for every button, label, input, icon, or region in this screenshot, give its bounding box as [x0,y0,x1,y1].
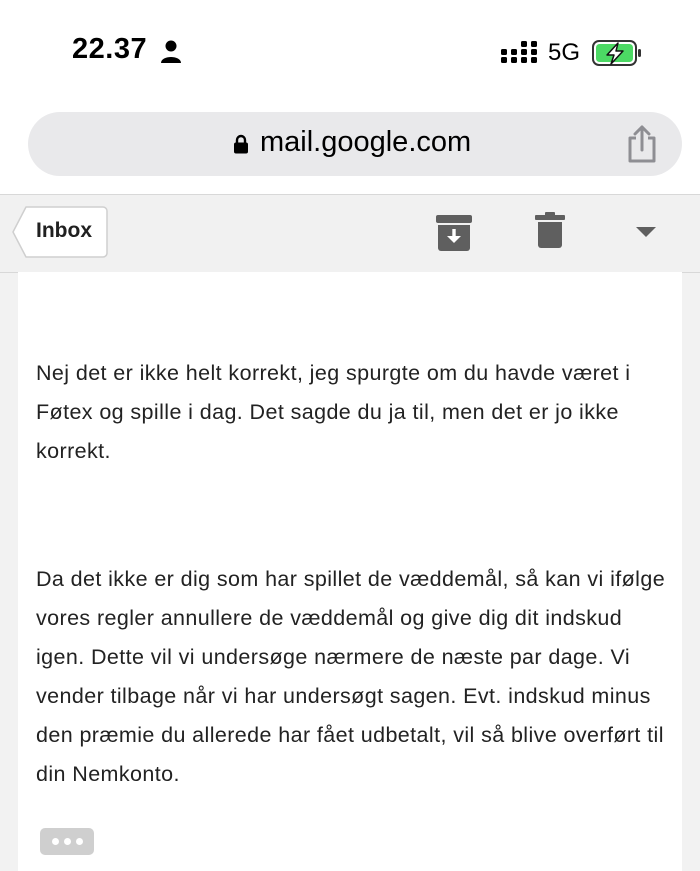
archive-icon[interactable] [436,215,472,251]
ellipsis-dot-icon [64,838,71,845]
battery-icon [592,40,642,66]
ellipsis-dot-icon [76,838,83,845]
inbox-label: Inbox [36,219,92,242]
back-to-inbox-button[interactable] [12,206,108,258]
email-toolbar [0,194,700,273]
share-icon[interactable] [624,124,660,164]
show-trimmed-content-button[interactable] [40,828,94,855]
address-bar[interactable] [28,112,682,176]
trash-icon[interactable] [535,212,565,248]
url-text: mail.google.com [260,126,472,158]
person-icon [160,40,182,64]
ellipsis-dot-icon [52,838,59,845]
status-time: 22.37 [72,33,148,65]
email-body [18,272,682,871]
email-paragraph: Da det ikke er dig som har spillet de væddemål, så kan vi ifølge vores regler annullere de væddemål og give dig dit indskud igen. Dette vil vi undersøge nærmere de næste par dage. Vi vender tilbage når vi har undersøgt sagen. Evt. indskud minus den præmie du allerede har fået udbetalt, vil så blive overført til din Nemkonto. [36,567,666,786]
signal-icon [501,41,539,65]
lock-icon [233,134,249,154]
browser-bar [0,100,700,194]
status-bar [0,0,700,100]
email-paragraph: Nej det er ikke helt korrekt, jeg spurgte om du havde været i Føtex og spille i dag. Det sagde du ja til, men det er jo ikke korrekt. [36,361,631,463]
network-type: 5G [548,39,581,66]
dropdown-icon[interactable] [634,225,658,239]
